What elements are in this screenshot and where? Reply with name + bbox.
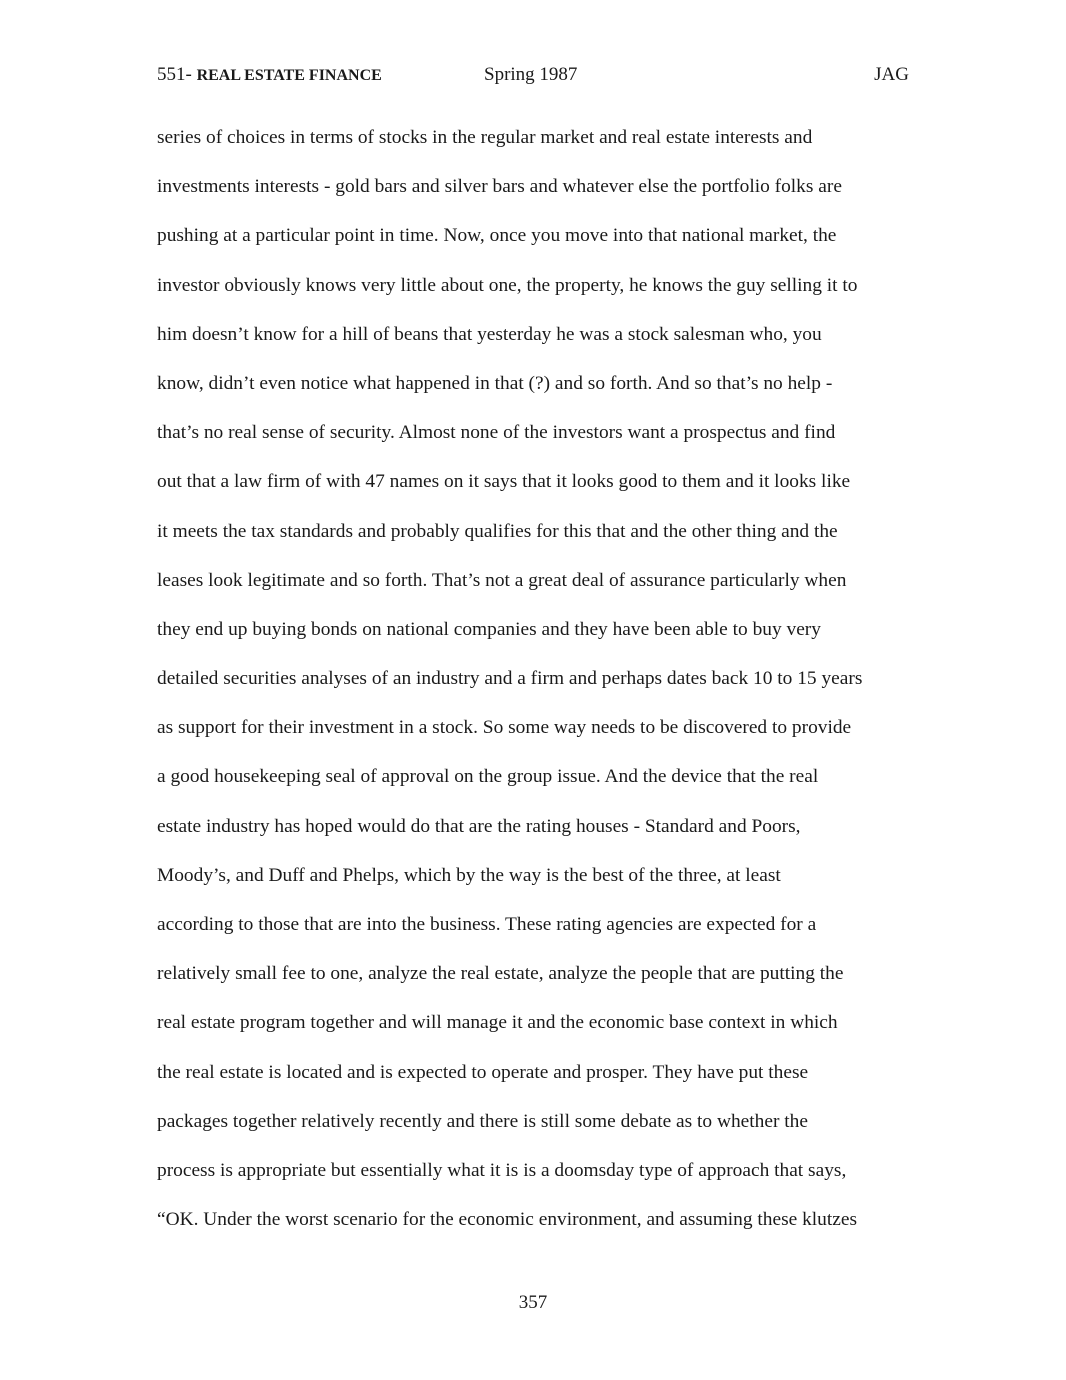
text-line: relatively small fee to one, analyze the real estate, analyze the people that are putting the bbox=[157, 963, 844, 985]
text-line: leases look legitimate and so forth. That’s not a great deal of assurance particularly when bbox=[157, 569, 847, 591]
text-line: know, didn’t even notice what happened in that (?) and so forth. And so that’s no help - bbox=[157, 372, 833, 394]
text-line: pushing at a particular point in time. Now, once you move into that national market, the bbox=[157, 225, 837, 247]
text-line: detailed securities analyses of an industry and a firm and perhaps dates back 10 to 15 years bbox=[157, 668, 863, 690]
text-line: real estate program together and will manage it and the economic base context in which bbox=[157, 1012, 838, 1034]
text-line: process is appropriate but essentially what it is is a doomsday type of approach that says, bbox=[157, 1159, 847, 1181]
term-label: Spring 1987 bbox=[484, 64, 578, 85]
course-label bbox=[157, 64, 382, 86]
text-line: they end up buying bonds on national companies and they have been able to buy very bbox=[157, 618, 821, 640]
course-number: 551- bbox=[157, 64, 197, 85]
text-line: estate industry has hoped would do that are the rating houses - Standard and Poors, bbox=[157, 815, 801, 837]
text-line: investments interests - gold bars and silver bars and whatever else the portfolio folks are bbox=[157, 176, 842, 198]
text-line: the real estate is located and is expected to operate and prosper. They have put these bbox=[157, 1061, 809, 1083]
text-line: him doesn’t know for a hill of beans that yesterday he was a stock salesman who, you bbox=[157, 323, 822, 345]
page-header bbox=[157, 64, 909, 90]
text-line: out that a law firm of with 47 names on it says that it looks good to them and it looks like bbox=[157, 471, 851, 493]
text-line: investor obviously knows very little about one, the property, he knows the guy selling it to bbox=[157, 274, 858, 296]
text-line: as support for their investment in a stock. So some way needs to be discovered to provide bbox=[157, 717, 852, 739]
text-line: according to those that are into the business. These rating agencies are expected for a bbox=[157, 914, 817, 935]
page-number: 357 bbox=[518, 1292, 548, 1313]
text-line: “OK. Under the worst scenario for the economic environment, and assuming these klutzes bbox=[157, 1209, 858, 1231]
author-initials: JAG bbox=[874, 64, 909, 85]
text-line: a good housekeeping seal of approval on the group issue. And the device that the real bbox=[157, 766, 819, 788]
text-line: packages together relatively recently and there is still some debate as to whether the bbox=[157, 1110, 808, 1132]
text-line: Moody’s, and Duff and Phelps, which by the way is the best of the three, at least bbox=[157, 864, 781, 886]
text-line: that’s no real sense of security. Almost none of the investors want a prospectus and find bbox=[157, 422, 836, 444]
transcript-body bbox=[157, 113, 917, 1244]
text-line: series of choices in terms of stocks in the regular market and real estate interests and bbox=[157, 127, 813, 148]
course-title: REAL ESTATE FINANCE bbox=[196, 67, 382, 84]
text-line: it meets the tax standards and probably qualifies for this that and the other thing and the bbox=[157, 520, 838, 542]
